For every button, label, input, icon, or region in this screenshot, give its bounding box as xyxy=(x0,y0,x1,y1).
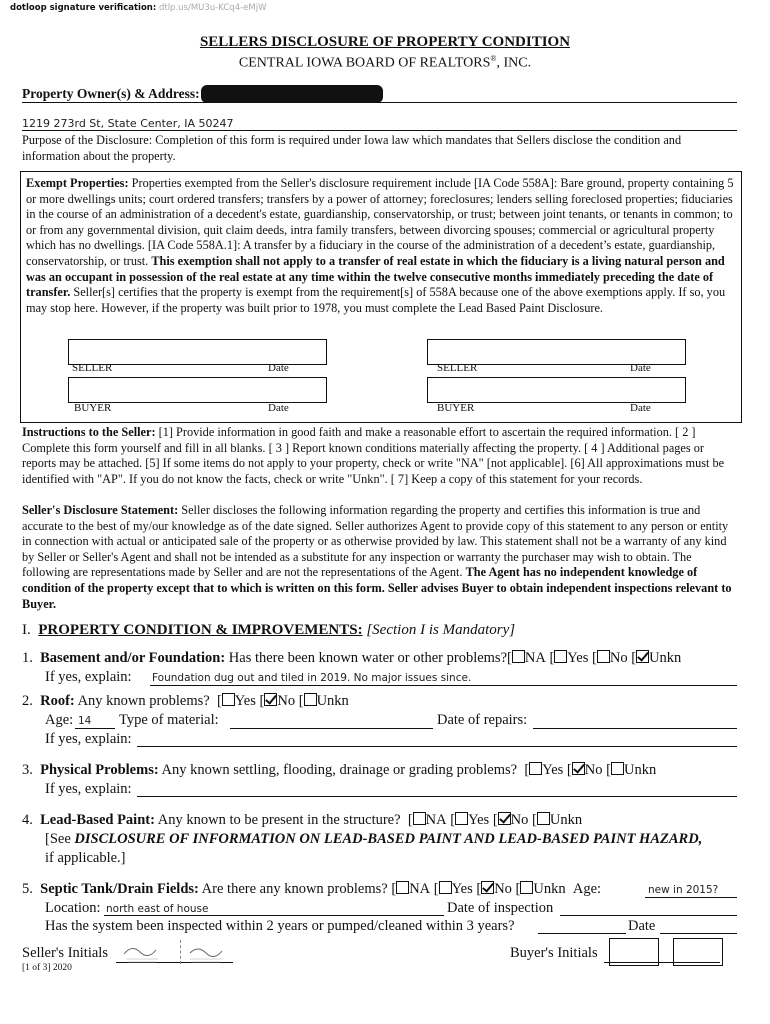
q1-unkn-checkbox[interactable] xyxy=(636,650,649,663)
q4-unkn-label: Unkn xyxy=(549,812,583,828)
instructions-text xyxy=(22,425,740,487)
q2-no-label: No xyxy=(277,693,296,709)
q1-no-checkbox[interactable] xyxy=(597,650,610,663)
q2-number: 2. xyxy=(22,693,33,709)
q5-unkn-checkbox[interactable] xyxy=(520,881,533,894)
section-number: I. xyxy=(22,622,31,638)
q5-pumped-label: Has the system been inspected within 2 years or pumped/cleaned within 3 years? xyxy=(45,918,515,934)
q1-explain-value[interactable]: Foundation dug out and tiled in 2019. No major issues since. xyxy=(152,672,472,684)
q1-explain-line xyxy=(150,685,737,686)
q1-na-label: NA xyxy=(524,650,546,666)
q4-unkn-checkbox[interactable] xyxy=(537,812,550,825)
q3-label: Physical Problems: xyxy=(40,762,159,778)
statement-bold: The Agent has no independent knowledge of condition of the property except that to which is written on this form. Seller advises Buyer to obtain independent inspections relevant to Buyer. xyxy=(22,565,732,611)
exempt-buyer-signature-1[interactable] xyxy=(68,377,327,403)
q4-see-open: [See xyxy=(45,831,75,847)
q1-yes-checkbox[interactable] xyxy=(554,650,567,663)
initials-divider xyxy=(180,940,182,964)
owner-label: Property Owner(s) & Address: xyxy=(22,86,200,101)
q5-age-value[interactable]: new in 2015? xyxy=(648,884,719,896)
form-subtitle xyxy=(0,54,770,72)
section-1-heading xyxy=(22,622,515,639)
q5-age-label: Age: xyxy=(572,881,602,897)
exempt-text xyxy=(26,176,736,316)
q2-age-line xyxy=(75,728,115,729)
date-label-4: Date xyxy=(630,402,651,414)
section-note: [Section I is Mandatory] xyxy=(366,622,516,638)
q3-no-label: No xyxy=(584,762,603,778)
q4-see-bold: DISCLOSURE OF INFORMATION ON LEAD-BASED PAINT AND LEAD-BASED PAINT HAZARD, xyxy=(74,831,703,847)
q2-explain-line xyxy=(137,746,737,747)
instructions-body: [1] Provide information in good faith and make a reasonable effort to ascertain the required information. [ 2 ] Complete this form yourself and fill in all blanks. [ 3 ] Report known conditions materially affecting the property. [ 4 ] Additional pages or reports may be attached. [5] If some items do not apply to your property, check or write "NA" [not applicable]. [6] All approximations must be identified with "AP". If you do not know the facts, check or write "Unkn". [ 7] Keep a copy of this statement for your records. xyxy=(22,425,725,486)
question-4: 4. Lead-Based Paint: Any known to be present in the structure? [ NA [ Yes [ No [ Unkn xyxy=(22,812,583,828)
q2-unkn-label: Unkn xyxy=(316,693,349,709)
seller-label-2: SELLER xyxy=(437,362,478,374)
q2-age-label: Age: xyxy=(45,712,74,728)
subtitle-end: , INC. xyxy=(496,55,532,71)
q4-label: Lead-Based Paint: xyxy=(40,812,155,828)
redacted-owner-name xyxy=(201,85,383,103)
q2-label: Roof: xyxy=(40,693,75,709)
q5-date-label: Date xyxy=(628,918,656,934)
q3-explain-label: If yes, explain: xyxy=(45,781,132,797)
q4-no-label: No xyxy=(510,812,529,828)
q3-no-checkbox[interactable] xyxy=(572,762,585,775)
question-1: 1. Basement and/or Foundation: Has there been known water or other problems?[ NA [ Yes [ No [ Unkn xyxy=(22,650,682,666)
instructions-heading: Instructions to the Seller: xyxy=(22,425,156,439)
q5-yes-checkbox[interactable] xyxy=(439,881,452,894)
exempt-certify: Seller[s] certifies that the property is exempt from the requirement[s] of 558A because one of the above exemptions apply. If so, you may stop here. However, if the property was built prior to 1978, you must complete the Lead Based Paint Disclosure. xyxy=(26,285,726,315)
exempt-heading: Exempt Properties: xyxy=(26,176,129,190)
buyer-initials-box-2[interactable] xyxy=(673,938,723,966)
q2-no-checkbox[interactable] xyxy=(264,693,277,706)
subtitle-registered: ® xyxy=(490,54,497,63)
q4-yes-label: Yes xyxy=(468,812,490,828)
q4-na-checkbox[interactable] xyxy=(413,812,426,825)
buyer-label-2: BUYER xyxy=(437,402,475,414)
q5-number: 5. xyxy=(22,881,33,897)
q1-explain-label: If yes, explain: xyxy=(45,669,132,685)
q5-date-line xyxy=(660,933,737,934)
question-3: 3. Physical Problems: Any known settling, flooding, drainage or grading problems? [ Yes [ No [ Unkn xyxy=(22,762,657,778)
q5-unkn-label: Unkn xyxy=(533,881,566,897)
q3-yes-checkbox[interactable] xyxy=(529,762,542,775)
exempt-body: Properties exempted from the Seller's disclosure requirement include [IA Code 558A]: Bare ground, property containing 5 or more dwellings units; court ordered transfers; transfers by a power of attorney; foreclosures; lenders selling foreclosed properties; fiduciaries in the course of an administration of a decedent's estate, guardianship, conservatorship, or trust; between joint tenants, or tenants in common; to or from any governmental division, quit claim deeds, intra family transfers, between divorcing spouses; commercial or agricultural property which has no dwellings. [IA Code 558A.1]: A transfer by a fiduciary in the course of the administration of a decedent’s estate, guardianship, conservatorship, or trust. xyxy=(26,176,734,268)
buyer-initials-box-1[interactable] xyxy=(609,938,659,966)
section-title: PROPERTY CONDITION & IMPROVEMENTS: xyxy=(38,622,363,638)
q5-inspection-line xyxy=(560,915,737,916)
statement-heading: Seller's Disclosure Statement: xyxy=(22,503,179,517)
q4-no-checkbox[interactable] xyxy=(498,812,511,825)
q4-question: Any known to be present in the structure? xyxy=(154,812,401,828)
date-label-2: Date xyxy=(630,362,651,374)
q2-yes-checkbox[interactable] xyxy=(222,693,235,706)
q5-age-line xyxy=(645,897,737,898)
date-label-3: Date xyxy=(268,402,289,414)
q1-label: Basement and/or Foundation: xyxy=(40,650,226,666)
signature-verification xyxy=(10,3,267,13)
q1-unkn-label: Unkn xyxy=(649,650,682,666)
subtitle-main: CENTRAL IOWA BOARD OF REALTORS xyxy=(238,55,491,71)
q5-question: Are there any known problems? xyxy=(198,881,388,897)
q4-na-label: NA xyxy=(425,812,447,828)
q3-yes-label: Yes xyxy=(542,762,564,778)
seller-initials-stamp-1[interactable] xyxy=(118,938,166,966)
question-2: 2. Roof: Any known problems? [ Yes [ No [ Unkn xyxy=(22,693,349,709)
q5-no-label: No xyxy=(494,881,512,897)
q3-explain-line xyxy=(137,796,737,797)
q3-number: 3. xyxy=(22,762,33,778)
q3-question: Any known settling, flooding, drainage or grading problems? xyxy=(158,762,518,778)
q5-yes-label: Yes xyxy=(451,881,473,897)
address-line xyxy=(22,130,737,131)
page-number: [1 of 3] 2020 xyxy=(22,963,72,973)
q5-location-value[interactable]: north east of house xyxy=(106,903,209,915)
q4-see-disclosure xyxy=(45,830,702,849)
q2-question: Any known problems? xyxy=(74,693,210,709)
q5-no-checkbox[interactable] xyxy=(481,881,494,894)
q2-unkn-checkbox[interactable] xyxy=(304,693,317,706)
disclosure-statement xyxy=(22,503,740,612)
exempt-buyer-signature-2[interactable] xyxy=(427,377,686,403)
q1-question: Has there been known water or other problems? xyxy=(225,650,508,666)
verification-label: dotloop signature verification: xyxy=(10,3,157,13)
q1-na-checkbox[interactable] xyxy=(512,650,525,663)
q2-repairs-line xyxy=(533,728,737,729)
q3-unkn-label: Unkn xyxy=(623,762,657,778)
q5-pumped-line xyxy=(538,933,626,934)
q1-no-label: No xyxy=(609,650,628,666)
q4-number: 4. xyxy=(22,812,33,828)
q3-unkn-checkbox[interactable] xyxy=(611,762,624,775)
q2-explain-label: If yes, explain: xyxy=(45,731,132,747)
buyer-initials-label: Buyer's Initials xyxy=(510,945,598,961)
q2-repairs-label: Date of repairs: xyxy=(437,712,528,728)
q1-yes-label: Yes xyxy=(567,650,589,666)
form-title: SELLERS DISCLOSURE OF PROPERTY CONDITION xyxy=(199,34,571,50)
verification-link[interactable]: dtlp.us/MU3u-KCq4-eMjW xyxy=(158,3,267,13)
q5-na-label: NA xyxy=(409,881,431,897)
q5-location-line xyxy=(104,915,444,916)
q4-yes-checkbox[interactable] xyxy=(455,812,468,825)
exempt-bold: This exemption shall not apply to a transfer of real estate in which the fiduciary is a living natural person and was an occupant in possession of the real estate at any time within the twelve consecutive months immediately preceding the date of transfer. xyxy=(26,253,725,300)
q2-material-line xyxy=(230,728,433,729)
q2-yes-label: Yes xyxy=(234,693,256,709)
statement-body: Seller discloses the following information regarding the property and certifies this information is true and accurate to the best of my/our knowledge as of the date signed. Seller authorizes Agent to provide copy of this statement to any person or entity in connection with actual or anticipated sale of the property or as otherwise provided by law. This statement shall not be a warranty of any kind by Seller or Seller's Agent and shall not be intended as a substitute for any inspection or warranty the purchaser may wish to obtain. The following are representations made by Seller and are not the representations of the Agent. xyxy=(22,503,729,580)
q5-label: Septic Tank/Drain Fields: xyxy=(40,881,199,897)
question-5: 5. Septic Tank/Drain Fields: Are there any known problems? [ NA [ Yes [ No [ Unkn Age: xyxy=(22,881,602,897)
q2-age-value[interactable]: 14 xyxy=(78,715,92,727)
seller-label-1: SELLER xyxy=(72,362,113,374)
q4-see-close: if applicable.] xyxy=(45,850,126,866)
q1-number: 1. xyxy=(22,650,33,666)
q2-material-label: Type of material: xyxy=(119,712,219,728)
owner-line xyxy=(22,102,737,103)
owner-address[interactable]: 1219 273rd St, State Center, IA 50247 xyxy=(22,117,234,130)
purpose-text: Purpose of the Disclosure: Completion of this form is required under Iowa law which mandates that Sellers disclose the condition and information about the property. xyxy=(22,133,682,163)
seller-initials-stamp-2[interactable] xyxy=(182,938,230,966)
seller-initials-label: Seller's Initials xyxy=(22,945,108,961)
buyer-label-1: BUYER xyxy=(74,402,112,414)
q5-inspection-label: Date of inspection xyxy=(447,900,554,916)
date-label-1: Date xyxy=(268,362,289,374)
q5-na-checkbox[interactable] xyxy=(396,881,409,894)
q5-location-label: Location: xyxy=(45,900,101,916)
